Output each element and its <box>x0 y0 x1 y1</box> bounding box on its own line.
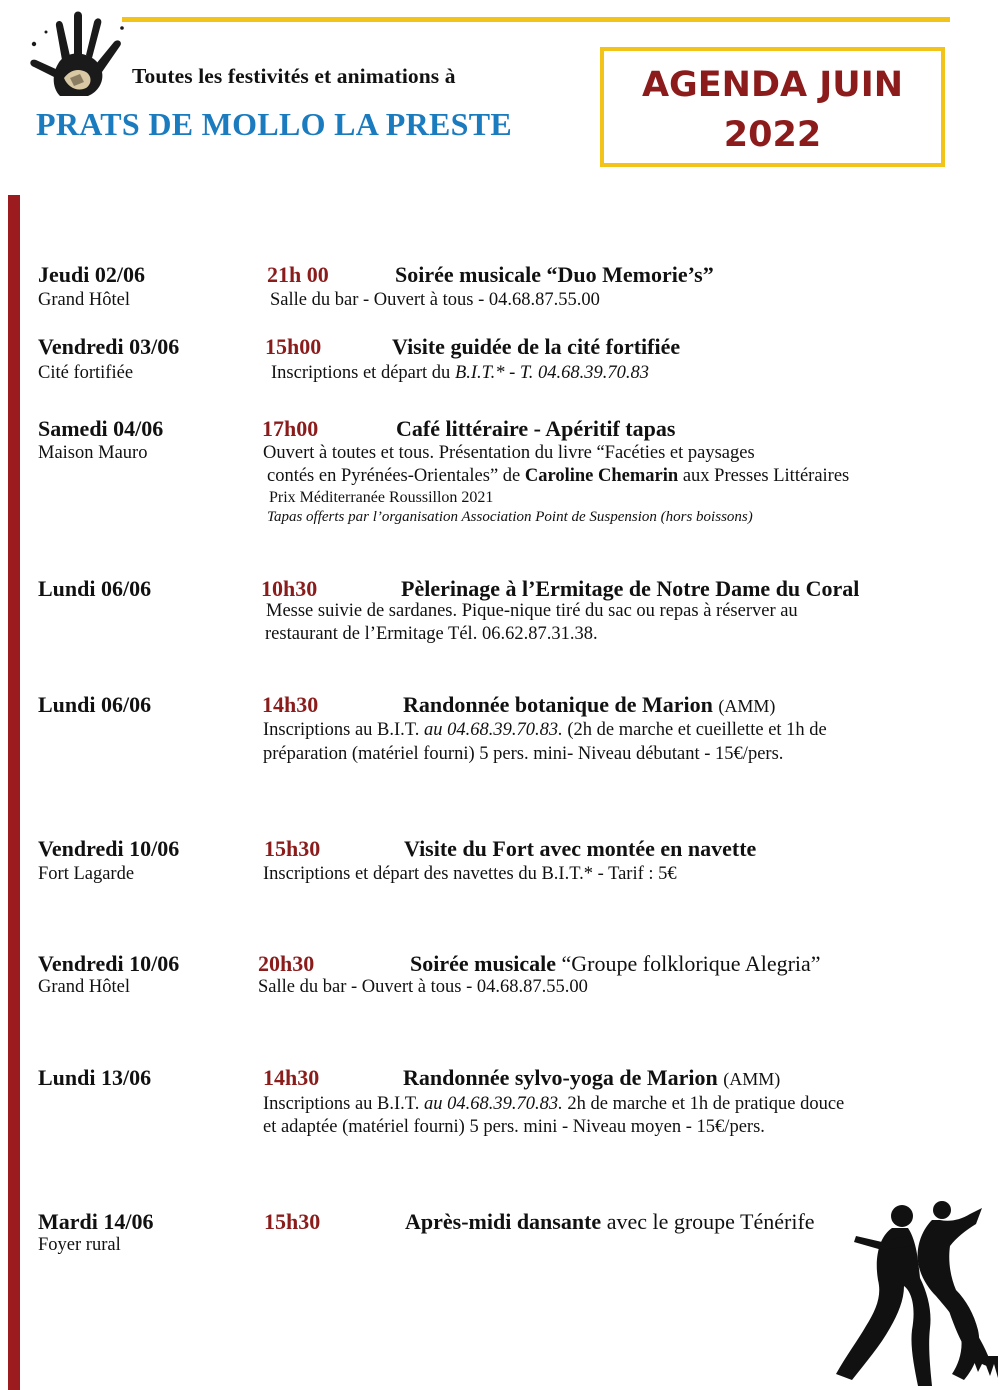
event-time: 14h30 <box>263 1065 320 1090</box>
event-detail: Inscriptions au B.I.T. au 04.68.39.70.83. 2h de marche et 1h de pratique douce <box>263 1094 845 1114</box>
event-title: Soirée musicale “Groupe folklorique Alegria” <box>410 951 821 976</box>
event-location: Grand Hôtel <box>38 290 130 310</box>
event-title: Soirée musicale “Duo Memorie’s” <box>395 262 714 287</box>
event-day: Lundi 06/06 <box>38 576 152 601</box>
event-detail: Inscriptions et départ des navettes du B.I.T.* - Tarif : 5€ <box>263 864 677 884</box>
event-day: Lundi 13/06 <box>38 1065 152 1090</box>
event-detail: Salle du bar - Ouvert à tous - 04.68.87.55.00 <box>258 977 588 997</box>
event-detail: Ouvert à toutes et tous. Présentation du livre “Facéties et paysages <box>263 443 755 463</box>
event-time: 14h30 <box>262 692 319 717</box>
handprint-logo-icon <box>22 8 132 98</box>
top-accent-bar <box>122 17 950 22</box>
event-detail: et adaptée (matériel fourni) 5 pers. mini - Niveau moyen - 15€/pers. <box>263 1117 765 1137</box>
town-name: PRATS DE MOLLO LA PRESTE <box>36 106 513 142</box>
event-detail: Messe suivie de sardanes. Pique-nique tiré du sac ou repas à réserver au <box>266 601 798 621</box>
dancing-couple-icon <box>832 1196 1000 1390</box>
event-time: 15h00 <box>265 334 322 359</box>
event-location: Maison Mauro <box>38 443 148 463</box>
agenda-year: 2022 <box>723 115 822 155</box>
event-location: Grand Hôtel <box>38 977 130 997</box>
side-red-bar <box>8 195 20 1390</box>
event-title: Randonnée botanique de Marion (AMM) <box>403 692 776 717</box>
agenda-title-box <box>600 47 945 167</box>
event-detail: Inscriptions au B.I.T. au 04.68.39.70.83. (2h de marche et cueillette et 1h de <box>263 720 827 740</box>
event-detail: Tapas offerts par l’organisation Association Point de Suspension (hors boissons) <box>267 509 753 525</box>
event-detail: Salle du bar - Ouvert à tous - 04.68.87.55.00 <box>270 290 600 310</box>
intro-text: Toutes les festivités et animations à <box>132 64 456 88</box>
event-day: Vendredi 10/06 <box>38 951 180 976</box>
event-day: Vendredi 10/06 <box>38 836 180 861</box>
event-time: 15h30 <box>264 1209 321 1234</box>
event-location: Foyer rural <box>38 1235 121 1255</box>
event-title: Randonnée sylvo-yoga de Marion (AMM) <box>403 1065 781 1090</box>
event-detail: Prix Méditerranée Roussillon 2021 <box>269 489 494 506</box>
event-day: Samedi 04/06 <box>38 416 164 441</box>
event-time: 20h30 <box>258 951 315 976</box>
agenda-title: AGENDA JUIN <box>641 65 904 105</box>
event-detail: contés en Pyrénées-Orientales” de Caroline Chemarin aux Presses Littéraires <box>267 466 850 486</box>
event-title: Après-midi dansante avec le groupe Ténérife <box>405 1209 815 1234</box>
event-detail: préparation (matériel fourni) 5 pers. mini- Niveau débutant - 15€/pers. <box>263 744 784 764</box>
event-title: Visite guidée de la cité fortifiée <box>392 334 681 359</box>
event-day: Mardi 14/06 <box>38 1209 154 1234</box>
event-time: 10h30 <box>261 576 318 601</box>
event-location: Fort Lagarde <box>38 864 135 884</box>
event-day: Vendredi 03/06 <box>38 334 180 359</box>
event-title: Pèlerinage à l’Ermitage de Notre Dame du Coral <box>401 576 860 601</box>
event-time: 21h 00 <box>267 262 329 287</box>
event-title: Café littéraire - Apéritif tapas <box>396 416 676 441</box>
event-time: 17h00 <box>262 416 319 441</box>
event-time: 15h30 <box>264 836 321 861</box>
event-detail: restaurant de l’Ermitage Tél. 06.62.87.31.38. <box>265 624 598 644</box>
event-day: Lundi 06/06 <box>38 692 152 717</box>
event-title: Visite du Fort avec montée en navette <box>404 836 757 861</box>
event-day: Jeudi 02/06 <box>38 262 145 287</box>
event-detail: Inscriptions et départ du B.I.T.* - T. 04.68.39.70.83 <box>271 363 650 383</box>
event-location: Cité fortifiée <box>38 363 134 383</box>
